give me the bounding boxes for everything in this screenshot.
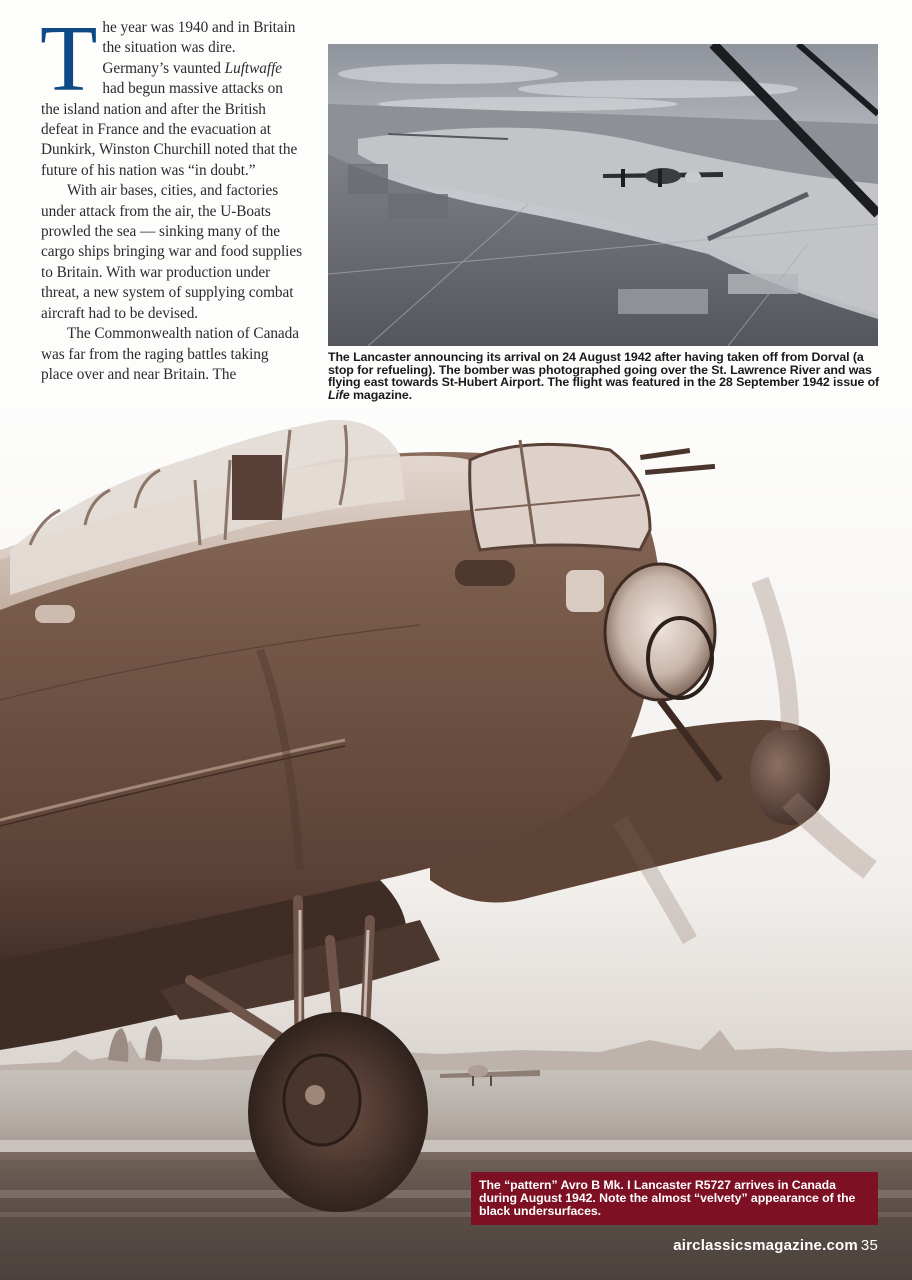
hero-photo-caption: The “pattern” Avro B Mk. I Lancaster R5727 arrives in Canada during August 1942. Note the almost “velvety” appearance of the black undersurfaces. <box>471 1172 878 1225</box>
article-paragraph-2: With air bases, cities, and factories under attack from the air, the U-Boats prowled the sea — sinking many of the cargo ships bringing war and food supplies to Britain. With war production under threat, a new system of supplying combat aircraft had to be devised. <box>41 182 303 322</box>
page-number: 35 <box>860 1237 878 1254</box>
article-paragraph-1: The year was 1940 and in Britain the situation was dire. Germany’s vaunted Luftwaffe had begun massive attacks on the island nation and after the British defeat in France and the evacuation at Dunkirk, Winston Churchill noted that the future of his nation was “in doubt.” <box>40 7 298 179</box>
aerial-photo <box>328 44 878 346</box>
drop-cap: T <box>40 7 98 111</box>
article-body <box>40 7 303 385</box>
magazine-website: airclassicsmagazine.com <box>673 1237 858 1254</box>
aerial-photo-caption: The Lancaster announcing its arrival on 24 August 1942 after having taken off from Dorval (a stop for refueling). The bomber was photographed going over the St. Lawrence River and was flying east towards St-Hubert Airport. The flight was featured in the 28 September 1942 issue of Life magazine. <box>328 350 880 402</box>
article-paragraph-3: The Commonwealth nation of Canada was far from the raging battles taking place over and near Britain. The <box>41 325 299 383</box>
lancaster-hero-photo <box>0 400 912 1280</box>
lancaster-hero-illustration <box>0 400 912 1280</box>
aerial-photo-illustration <box>328 44 878 346</box>
page-folio <box>673 1237 878 1254</box>
